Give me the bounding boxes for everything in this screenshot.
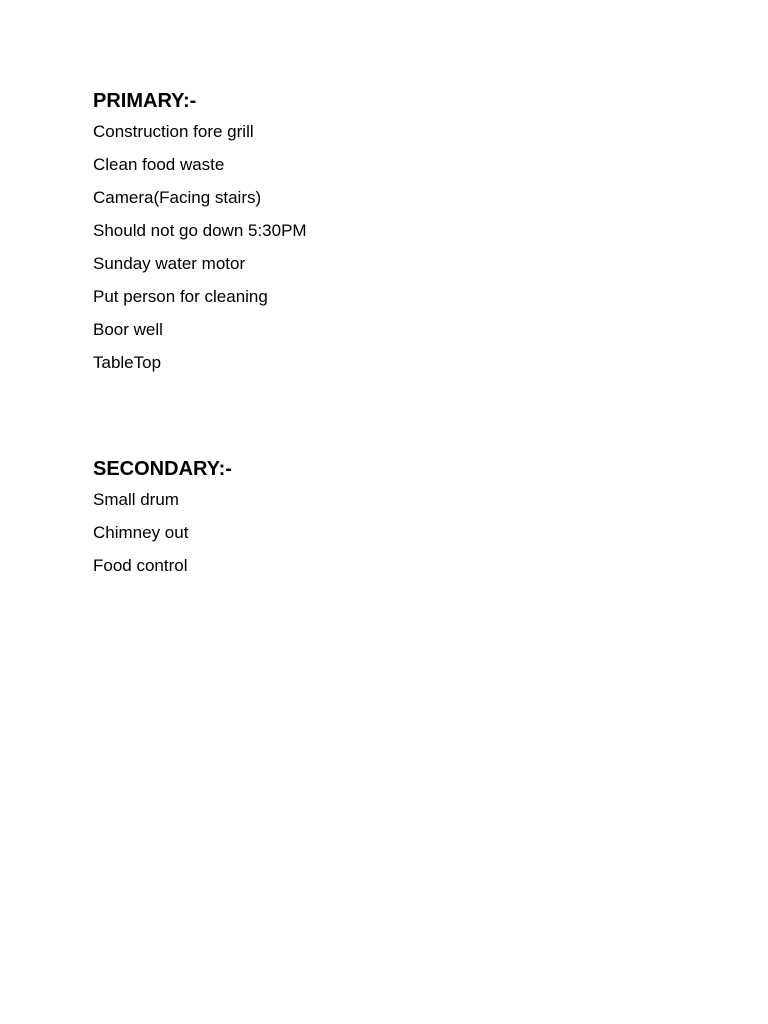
list-item: TableTop	[93, 353, 162, 372]
secondary-section	[93, 456, 693, 588]
list-item: Construction fore grill	[93, 122, 254, 141]
list-item: Food control	[93, 556, 188, 575]
primary-heading: PRIMARY:-	[93, 90, 197, 112]
list-item: Chimney out	[93, 523, 189, 542]
list-item: Boor well	[93, 320, 163, 339]
list-item: Sunday water motor	[93, 254, 246, 273]
secondary-heading: SECONDARY:-	[93, 458, 232, 480]
primary-list	[93, 121, 693, 374]
list-item: Camera(Facing stairs)	[93, 188, 262, 207]
secondary-list	[93, 489, 693, 577]
list-item: Small drum	[93, 490, 179, 509]
primary-section	[93, 88, 693, 385]
list-item: Should not go down 5:30PM	[93, 221, 307, 240]
list-item: Clean food waste	[93, 155, 225, 174]
list-item: Put person for cleaning	[93, 287, 268, 306]
